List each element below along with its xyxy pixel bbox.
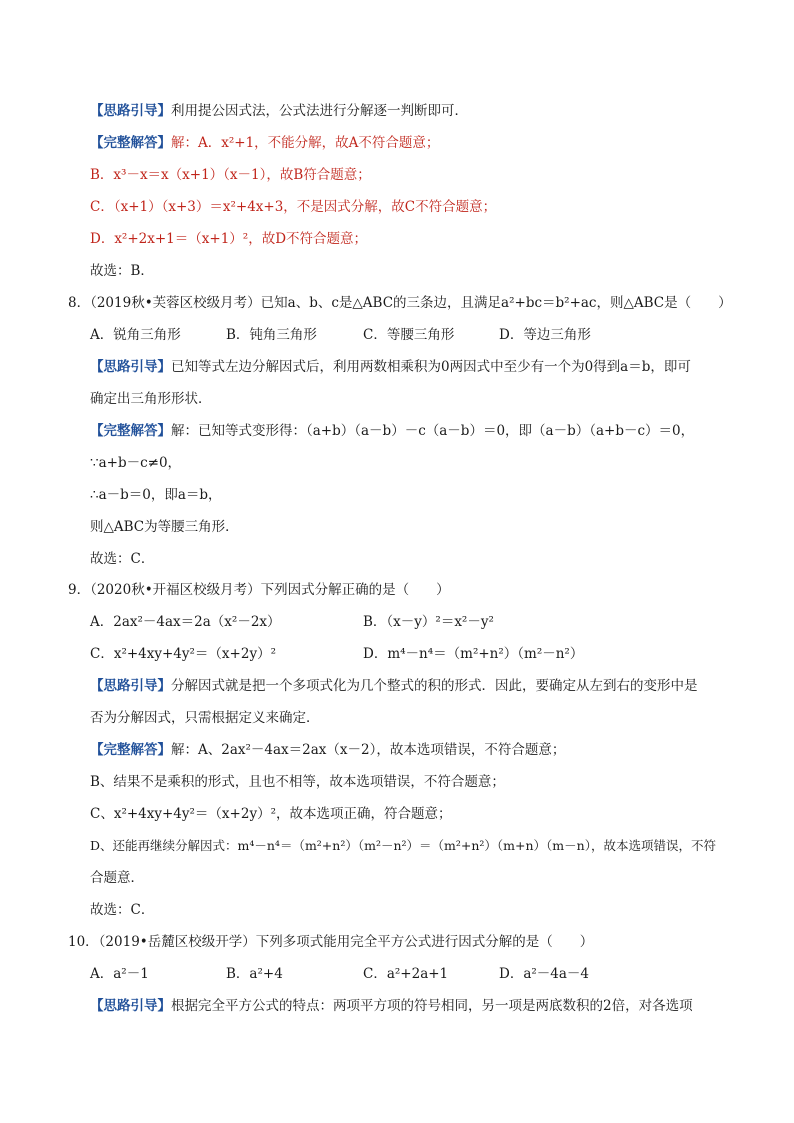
q7-answer-line-4: D．x²+2x+1＝（x+1）²，故D不符合题意； — [90, 231, 368, 247]
q7-answer-line-2: B．x³－x＝x（x+1）（x－1），故B符合题意； — [90, 167, 371, 183]
q9-answer-line-5: 合题意． — [90, 870, 144, 886]
q9-answer-line-4: D、还能再继续分解因式：m⁴－n⁴＝（m²+n²）（m²－n²）＝（m²+n²）（m+n）（m－n），故本选项错误，不符 — [90, 838, 716, 853]
q7-answer-line-1 — [90, 133, 439, 153]
answer-text: 解：A．x²+1，不能分解，故A不符合题意； — [171, 135, 440, 151]
q8-option-b: B．钝角三角形 — [226, 327, 317, 343]
hint-tag: 【思路引导】 — [90, 103, 171, 119]
q8-answer-line-4: 则△ABC为等腰三角形． — [90, 519, 239, 535]
q9-option-b: B．（x－y）²＝x²－y² — [363, 614, 494, 630]
q9-answer-line-3: C、x²+4xy+4y²＝（x+2y）²，故本选项正确，符合题意； — [90, 806, 452, 822]
q8-stem: 8．（2019秋•芙蓉区校级月考）已知a、b、c是△ABC的三条边，且满足a²+bc＝b²+ac，则△ABC是（ ） — [68, 295, 732, 311]
q8-option-c: C．等腰三角形 — [363, 327, 455, 343]
q9-answer-line-6: 故选：C． — [90, 902, 155, 918]
q8-option-a: A．锐角三角形 — [90, 327, 181, 343]
q10-option-a: A．a²－1 — [90, 966, 149, 982]
q7-answer-line-3: C．（x+1）（x+3）＝x²+4x+3，不是因式分解，故C不符合题意； — [90, 199, 497, 215]
q8-hint-line-2: 确定出三角形形状． — [90, 391, 212, 407]
q9-answer-line-1 — [90, 740, 565, 760]
q10-option-b: B．a²+4 — [226, 966, 283, 982]
q10-stem: 10．（2019•岳麓区校级开学）下列多项式能用完全平方公式进行因式分解的是（ ） — [68, 934, 594, 950]
hint-tag: 【思路引导】 — [90, 998, 171, 1014]
q7-hint — [90, 101, 468, 121]
q8-answer-line-2: ∵a+b－c≠0， — [90, 455, 182, 471]
answer-tag: 【完整解答】 — [90, 742, 171, 758]
q9-hint-line-2: 否为分解因式，只需根据定义来确定． — [90, 710, 320, 726]
q9-option-d: D．m⁴－n⁴＝（m²+n²）（m²－n²） — [363, 646, 584, 662]
hint-tag: 【思路引导】 — [90, 678, 171, 694]
q9-option-c: C．x²+4xy+4y²＝（x+2y）² — [90, 646, 276, 662]
hint-text: 根据完全平方公式的特点：两项平方项的符号相同，另一项是两底数积的2倍，对各选项 — [171, 998, 693, 1014]
q7-answer-line-5: 故选：B． — [90, 263, 154, 279]
q8-answer-line-1 — [90, 421, 694, 441]
answer-tag: 【完整解答】 — [90, 423, 171, 439]
q10-option-d: D．a²－4a－4 — [499, 966, 590, 982]
q9-stem: 9．（2020秋•开福区校级月考）下列因式分解正确的是（ ） — [68, 582, 450, 598]
q9-hint-line-1 — [90, 676, 698, 696]
hint-tag: 【思路引导】 — [90, 359, 171, 375]
q9-option-a: A．2ax²－4ax＝2a（x²－2x） — [90, 614, 281, 630]
q8-hint-line-1 — [90, 357, 691, 377]
q8-option-d: D．等边三角形 — [499, 327, 591, 343]
hint-text: 利用提公因式法，公式法进行分解逐一判断即可． — [171, 103, 468, 119]
q10-option-c: C．a²+2a+1 — [363, 966, 449, 982]
q10-hint-line-1 — [90, 996, 693, 1016]
answer-text: 解：已知等式变形得：（a+b）（a－b）－c（a－b）＝0，即（a－b）（a+b－c）＝0， — [171, 423, 695, 439]
hint-text: 已知等式左边分解因式后，利用两数相乘积为0两因式中至少有一个为0得到a＝b，即可 — [171, 359, 691, 375]
hint-text: 分解因式就是把一个多项式化为几个整式的积的形式．因此，要确定从左到右的变形中是 — [171, 678, 698, 694]
q9-answer-line-2: B、结果不是乘积的形式，且也不相等，故本选项错误，不符合题意； — [90, 774, 505, 790]
q8-answer-line-5: 故选：C． — [90, 551, 155, 567]
answer-text: 解：A、2ax²－4ax＝2ax（x－2），故本选项错误，不符合题意； — [171, 742, 566, 758]
q8-answer-line-3: ∴a－b＝0，即a＝b， — [90, 487, 222, 503]
answer-tag: 【完整解答】 — [90, 135, 171, 151]
